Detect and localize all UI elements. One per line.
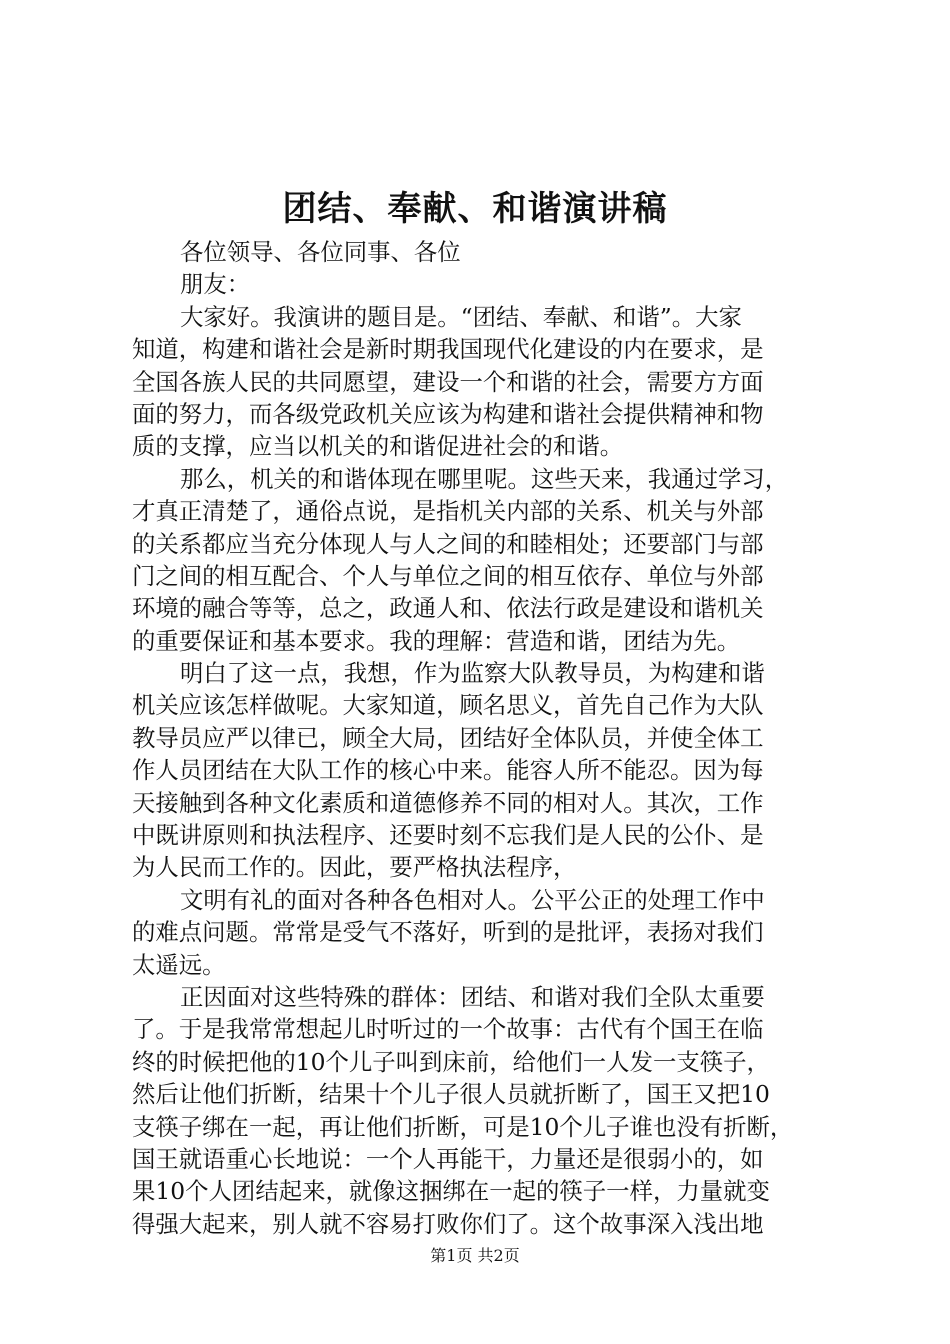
body-line: 作人员团结在大队工作的核心中来。能容人所不能忍。因为每: [132, 756, 764, 785]
body-line: 教导员应严以律已，顾全大局，团结好全体队员，并使全体工: [132, 723, 764, 752]
body-line: 才真正清楚了，通俗点说，是指机关内部的关系、机关与外部: [132, 497, 764, 526]
body-line: 然后让他们折断，结果十个儿子很人员就折断了，国王又把10: [132, 1080, 770, 1109]
body-line: 正因面对这些特殊的群体：团结、和谐对我们全队太重要: [180, 982, 765, 1011]
body-line: 门之间的相互配合、个人与单位之间的相互依存、单位与外部: [132, 561, 764, 590]
body-line: 的关系都应当充分体现人与人之间的和睦相处；还要部门与部: [132, 529, 764, 558]
body-line: 环境的融合等等，总之，政通人和、依法行政是建设和谐机关: [132, 594, 764, 623]
body-line: 的重要保证和基本要求。我的理解：营造和谐，团结为先。: [132, 626, 741, 655]
body-line: 质的支撑，应当以机关的和谐促进社会的和谐。: [132, 432, 624, 461]
body-line: 知道，构建和谐社会是新时期我国现代化建设的内在要求，是: [132, 335, 764, 364]
body-line: 天接触到各种文化素质和道德修养不同的相对人。其次，工作: [132, 788, 764, 817]
body-line: 那么，机关的和谐体现在哪里呢。这些天来，我通过学习，: [180, 464, 789, 493]
body-line: 为人民而工作的。因此，要严格执法程序，: [132, 853, 577, 882]
body-line: 支筷子绑在一起，再让他们折断，可是10个儿子谁也没有折断，: [132, 1112, 794, 1141]
body-line: 终的时候把他的10个儿子叫到床前，给他们一人发一支筷子，: [132, 1047, 770, 1076]
body-line: 果10个人团结起来，就像这捆绑在一起的筷子一样，力量就变: [132, 1177, 770, 1206]
body-line: 机关应该怎样做呢。大家知道，顾名思义，首先自己作为大队: [132, 691, 764, 720]
body-line: 面的努力，而各级党政机关应该为构建和谐社会提供精神和物: [132, 399, 764, 428]
document-body: [132, 236, 832, 1240]
body-line: 各位领导、各位同事、各位: [180, 238, 461, 266]
body-line: 大家好。我演讲的题目是。“团结、奉献、和谐”。大家: [180, 302, 742, 331]
body-line: 全国各族人民的共同愿望，建设一个和谐的社会，需要方方面: [132, 367, 764, 396]
body-line: 了。于是我常常想起儿时听过的一个故事：古代有个国王在临: [132, 1015, 764, 1044]
body-line: 文明有礼的面对各种各色相对人。公平公正的处理工作中: [180, 885, 765, 914]
body-line: 中既讲原则和执法程序、还要时刻不忘我们是人民的公仆、是: [132, 821, 764, 850]
document-title: 团结、奉献、和谐演讲稿: [282, 189, 668, 229]
body-line: 国王就语重心长地说：一个人再能干，力量还是很弱小的，如: [132, 1144, 764, 1173]
body-line: 明白了这一点，我想，作为监察大队教导员，为构建和谐: [180, 659, 765, 688]
body-line: 太遥远。: [132, 950, 226, 979]
body-line: 的难点问题。常常是受气不落好，听到的是批评，表扬对我们: [132, 918, 764, 947]
body-line: 得强大起来，别人就不容易打败你们了。这个故事深入浅出地: [132, 1209, 764, 1238]
page-footer: 第1页 共2页: [430, 1246, 520, 1265]
body-line: 朋友：: [180, 270, 251, 299]
